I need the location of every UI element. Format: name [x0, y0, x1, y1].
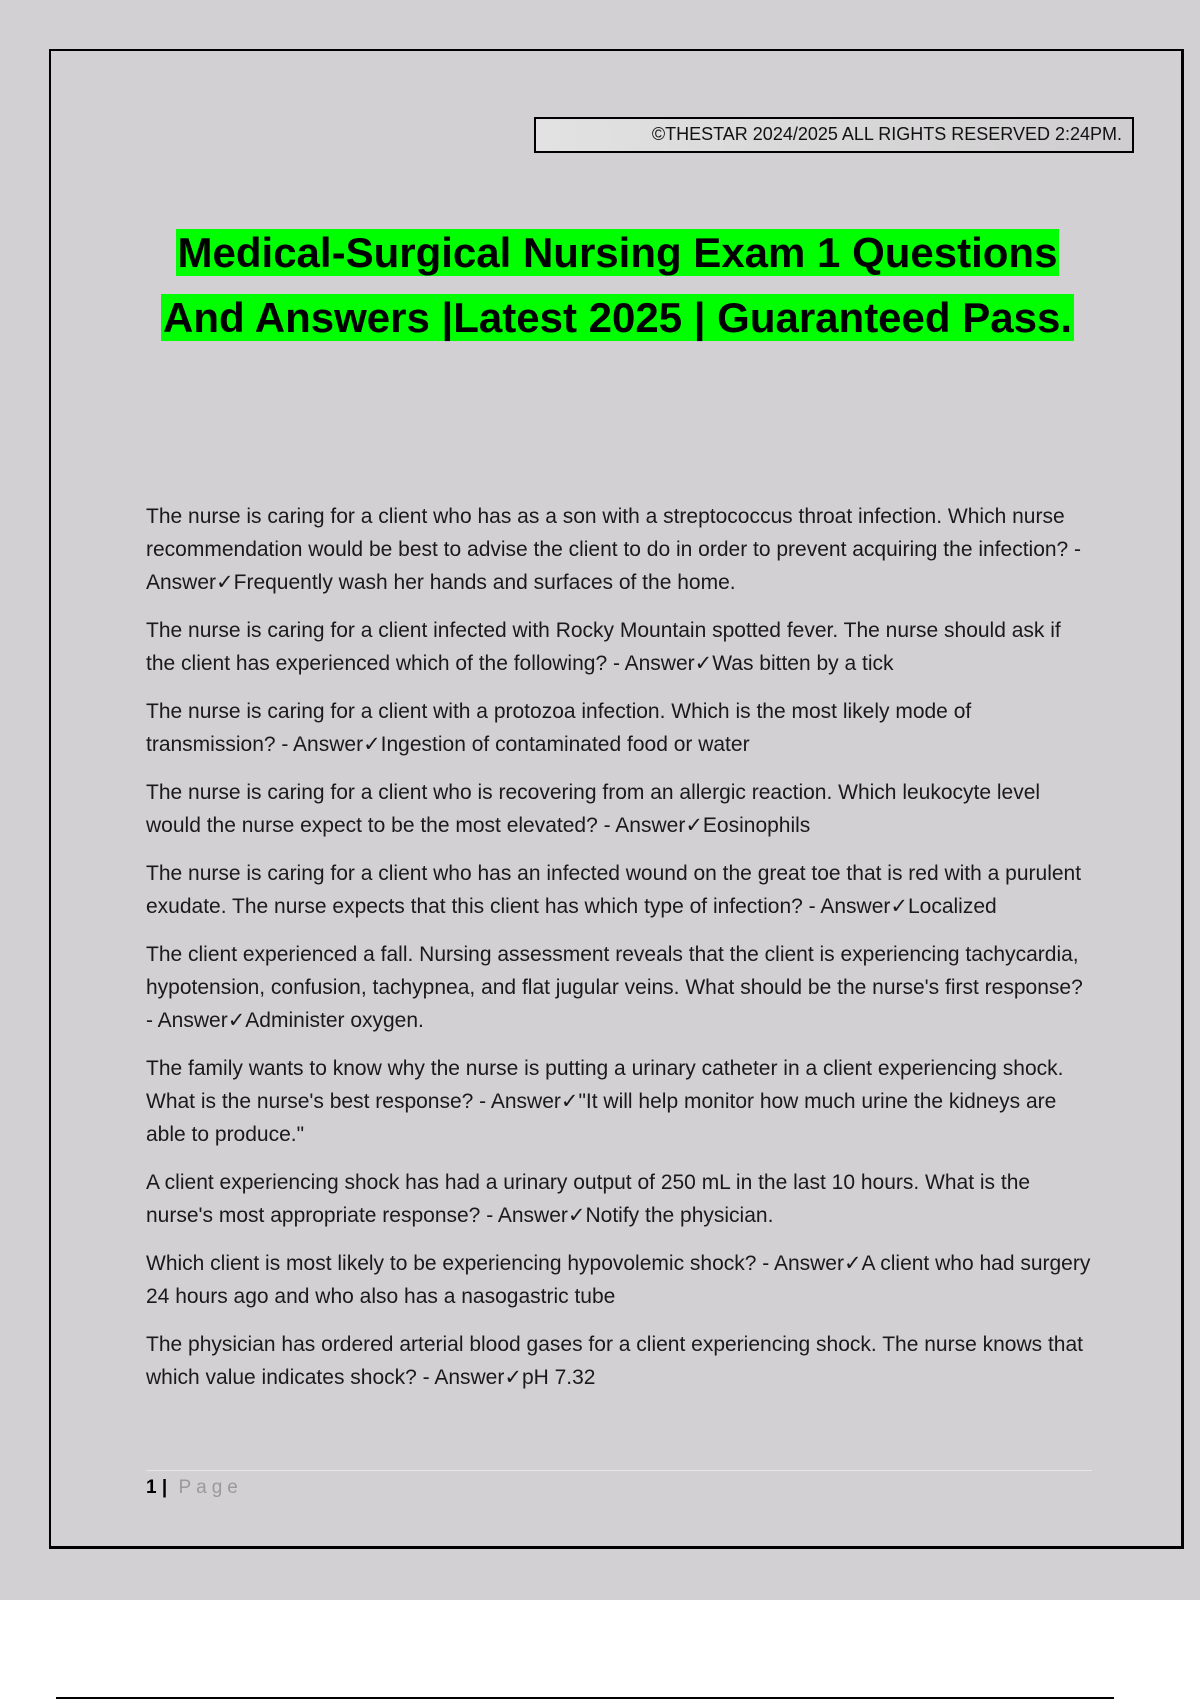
qa-item: A client experiencing shock has had a urinary output of 250 mL in the last 10 hours. What is the nurse's most appropriate response? - Answer✓Notify the physician.: [146, 1171, 1031, 1227]
qa-item: The physician has ordered arterial blood gases for a client experiencing shock. The nurse knows that which value indicates shock? - Answer✓pH 7.32: [146, 1333, 1083, 1389]
qa-item: The nurse is caring for a client infected with Rocky Mountain spotted fever. The nurse should ask if the client has experienced which of the following? - Answer✓Was bitten by a tick: [146, 619, 1061, 675]
page-footer: [146, 1470, 1092, 1499]
qa-item: The nurse is caring for a client who has an infected wound on the great toe that is red with a purulent exudate. The nurse expects that this client has which type of infection? - Answer✓Localized: [146, 862, 1082, 918]
footer-separator: |: [161, 1477, 168, 1498]
document-title: [100, 220, 1135, 350]
title-line-1: Medical-Surgical Nursing Exam 1 Questions: [177, 229, 1058, 276]
page-number: 1: [146, 1477, 157, 1498]
question-answer-list: [146, 500, 1092, 1409]
qa-item: The client experienced a fall. Nursing assessment reveals that the client is experiencing tachycardia, hypotension, confusion, tachypnea, and flat jugular veins. What should be the nurse's first response? - Answer✓Administer oxygen.: [146, 943, 1083, 1032]
qa-item: The family wants to know why the nurse is putting a urinary catheter in a client experiencing shock. What is the nurse's best response? - Answer✓"It will help monitor how much urine the kidneys are able to produce.": [146, 1057, 1064, 1146]
qa-item: The nurse is caring for a client who has as a son with a streptococcus throat infection. Which nurse recommendation would be best to advise the client to do in order to prevent acquiring the infection? - Answer✓Frequently wash her hands and surfaces of the home.: [146, 505, 1082, 594]
qa-item: The nurse is caring for a client with a protozoa infection. Which is the most likely mode of transmission? - Answer✓Ingestion of contaminated food or water: [146, 700, 972, 756]
copyright-box: ©THESTAR 2024/2025 ALL RIGHTS RESERVED 2:24PM.: [534, 117, 1134, 153]
title-line-2: And Answers |Latest 2025 | Guaranteed Pass.: [163, 294, 1072, 341]
bottom-rule: [56, 1697, 1114, 1699]
qa-item: Which client is most likely to be experiencing hypovolemic shock? - Answer✓A client who had surgery 24 hours ago and who also has a nasogastric tube: [146, 1252, 1091, 1308]
qa-item: The nurse is caring for a client who is recovering from an allergic reaction. Which leukocyte level would the nurse expect to be the most elevated? - Answer✓Eosinophils: [146, 781, 1041, 837]
page-label: Page: [178, 1477, 243, 1498]
